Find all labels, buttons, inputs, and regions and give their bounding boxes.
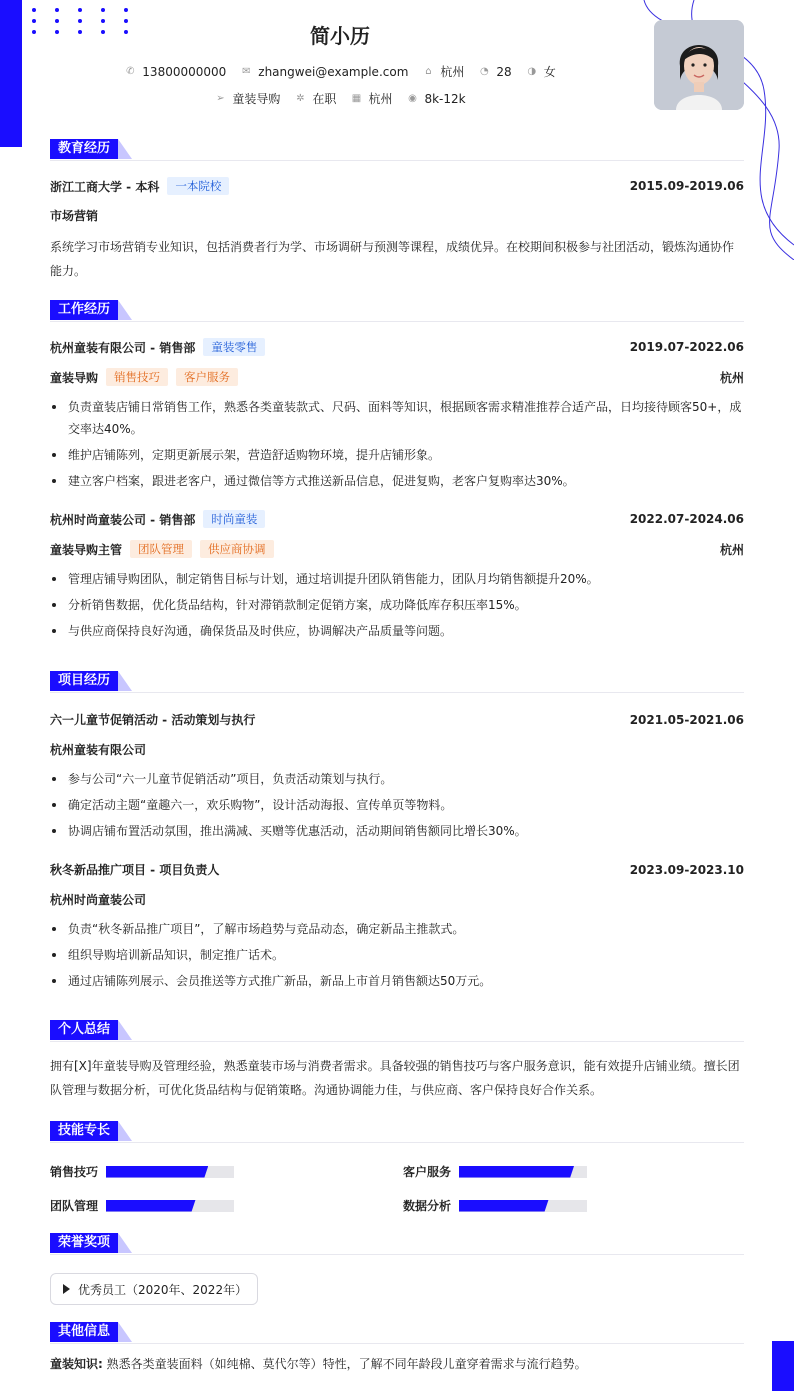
award-item[interactable] — [50, 1273, 258, 1305]
project-1-company-row — [50, 741, 744, 758]
section-title-awards: 荣誉奖项 — [50, 1233, 118, 1253]
job-1-city: 杭州 — [719, 370, 744, 385]
job-2-city: 杭州 — [719, 542, 744, 557]
list-item: 参与公司“六一儿童节促销活动”项目，负责活动策划与执行。 — [50, 768, 744, 790]
contact-item — [214, 90, 280, 107]
summary-section — [50, 1020, 744, 1097]
education-header-row — [50, 177, 744, 195]
job-2-period: 2022.07-2024.06 — [629, 512, 744, 526]
gender-icon: ◑ — [527, 66, 537, 77]
skill-bar — [459, 1200, 587, 1212]
skill-bar — [106, 1166, 234, 1178]
skill-bar-fill — [459, 1200, 549, 1212]
contact-item — [294, 90, 336, 107]
send-icon: ➢ — [216, 93, 225, 104]
project-2-period: 2023.09-2023.10 — [629, 862, 744, 877]
contact-row-1 — [0, 63, 680, 80]
job-2-skill-1: 团队管理 — [130, 540, 192, 558]
list-item: 确定活动主题“童趣六一，欢乐购物”，设计活动海报、宣传单页等物料。 — [50, 794, 744, 816]
status-icon: ✲ — [296, 93, 305, 104]
other-label: 童装知识: — [50, 1357, 103, 1371]
list-item: 维护店铺陈列，定期更新展示架，营造舒适购物环境，提升店铺形象。 — [50, 444, 744, 466]
resume-name: 简小历 — [310, 24, 370, 48]
building-icon: ▦ — [351, 93, 362, 104]
skill-name: 团队管理 — [50, 1199, 99, 1213]
caret-right-icon — [63, 1284, 70, 1294]
list-item: 负责“秋冬新品推广项目”，了解市场趋势与竞品动态，确定新品主推款式。 — [50, 918, 744, 940]
project-2-header — [50, 861, 744, 878]
award-text: 优秀员工（2020年、2022年） — [78, 1282, 248, 1297]
skill-item — [50, 1197, 234, 1214]
project-2-name: 秋冬新品推广项目 - 项目负责人 — [50, 863, 220, 877]
other-text: 熟悉各类童装面料（如纯棉、莫代尔等）特性，了解不同年龄段儿童穿着需求与流行趋势。 — [106, 1357, 587, 1371]
project-2-bullets — [50, 918, 744, 996]
job-1-role: 童装导购 — [50, 370, 99, 385]
contact-text: 13800000000 — [142, 64, 227, 79]
skill-bar-fill — [106, 1166, 208, 1178]
skills-section — [50, 1121, 744, 1213]
skill-bar — [106, 1200, 234, 1212]
contact-text: 8k-12k — [424, 91, 466, 106]
job-1-tag: 童装零售 — [203, 338, 265, 356]
contact-item — [422, 63, 464, 80]
skill-item — [50, 1163, 234, 1180]
job-2-role: 童装导购主管 — [50, 542, 123, 557]
list-item: 协调店铺布置活动氛围，推出满减、买赠等优惠活动，活动期间销售额同比增长30%。 — [50, 820, 744, 842]
section-title-summary: 个人总结 — [50, 1020, 118, 1040]
education-desc: 系统学习市场营销专业知识，包括消费者行为学、市场调研与预测等课程，成绩优异。在校期间积极参与社团活动，锻炼沟通协作能力。 — [50, 240, 735, 278]
summary-text: 拥有[X]年童装导购及管理经验，熟悉童装市场与消费者需求。具备较强的销售技巧与客户服务意识，能有效提升店铺业绩。擅长团队管理与数据分析，可优化货品结构与促销策略。沟通协调能力佳，与供应商、客户保持良好合作关系。 — [50, 1059, 740, 1097]
salary-icon: ◉ — [408, 93, 417, 104]
section-title-projects: 项目经历 — [50, 671, 118, 691]
project-2-company: 杭州时尚童装公司 — [50, 893, 147, 907]
school-tag: 一本院校 — [167, 177, 229, 195]
contact-text: 杭州 — [368, 92, 393, 106]
contact-item — [240, 63, 408, 80]
contact-item — [124, 63, 226, 80]
contact-item — [350, 90, 392, 107]
other-section — [50, 1322, 744, 1371]
project-1-company: 杭州童装有限公司 — [50, 743, 147, 757]
skill-bar-fill — [106, 1200, 196, 1212]
project-1-bullets — [50, 768, 744, 846]
section-title-skills: 技能专长 — [50, 1121, 118, 1141]
contact-item — [406, 90, 465, 107]
contact-text: zhangwei@example.com — [258, 64, 409, 79]
list-item: 负责童装店铺日常销售工作，熟悉各类童装款式、尺码、面料等知识，根据顾客需求精准推荐合适产品，日均接待顾客50+，成交率达40%。 — [50, 396, 744, 440]
contact-text: 杭州 — [440, 65, 465, 79]
home-icon: ⌂ — [425, 66, 432, 77]
skill-name: 销售技巧 — [50, 1165, 99, 1179]
phone-icon: ✆ — [126, 66, 135, 77]
list-item: 管理店铺导购团队，制定销售目标与计划，通过培训提升团队销售能力，团队月均销售额提升20%。 — [50, 568, 744, 590]
job-1-skill-2: 客户服务 — [176, 368, 238, 386]
project-2-company-row — [50, 891, 744, 908]
contact-item — [526, 63, 556, 80]
profile-photo — [654, 20, 744, 110]
other-info — [50, 1352, 744, 1376]
section-title-work: 工作经历 — [50, 300, 118, 320]
job-1-role-row — [50, 368, 744, 386]
mail-icon: ✉ — [242, 66, 251, 77]
work-section — [50, 300, 744, 638]
job-2-company: 杭州时尚童装公司 - 销售部 — [50, 512, 196, 527]
contact-row-2 — [0, 90, 680, 107]
contact-text: 童装导购 — [232, 92, 281, 106]
major: 市场营销 — [50, 209, 99, 223]
job-1-company: 杭州童装有限公司 - 销售部 — [50, 340, 196, 355]
list-item: 分析销售数据，优化货品结构，针对滞销款制定促销方案，成功降低库存积压率15%。 — [50, 594, 744, 616]
school-name: 浙江工商大学 - 本科 — [50, 179, 160, 194]
awards-section — [50, 1233, 744, 1297]
list-item: 通过店铺陈列展示、会员推送等方式推广新品，新品上市首月销售额达50万元。 — [50, 970, 744, 992]
job-1-bullets — [50, 396, 744, 496]
skill-name: 客户服务 — [403, 1165, 452, 1179]
contact-item — [478, 63, 511, 80]
skill-item — [403, 1163, 587, 1180]
contact-text: 在职 — [312, 92, 337, 106]
project-1-period: 2021.05-2021.06 — [629, 712, 744, 727]
list-item: 与供应商保持良好沟通，确保货品及时供应，协调解决产品质量等问题。 — [50, 620, 744, 642]
skill-bar — [459, 1166, 587, 1178]
project-1-name: 六一儿童节促销活动 - 活动策划与执行 — [50, 713, 256, 727]
job-1-skill-1: 销售技巧 — [106, 368, 168, 386]
age-icon: ◔ — [480, 66, 489, 77]
job-1-period: 2019.07-2022.06 — [629, 340, 744, 354]
skill-bar-fill — [459, 1166, 574, 1178]
right-accent-bar — [772, 1341, 794, 1391]
job-2-header — [50, 510, 744, 528]
contact-text: 28 — [496, 64, 512, 79]
job-2-tag: 时尚童装 — [203, 510, 265, 528]
contact-text: 女 — [543, 65, 556, 79]
job-2-role-row — [50, 540, 744, 558]
skill-item — [403, 1197, 587, 1214]
major-row — [50, 207, 744, 224]
job-2-skill-2: 供应商协调 — [200, 540, 274, 558]
list-item: 建立客户档案，跟进老客户，通过微信等方式推送新品信息，促进复购，老客户复购率达30%。 — [50, 470, 744, 492]
job-2-bullets — [50, 568, 744, 646]
education-section — [50, 139, 744, 278]
job-1-header — [50, 338, 744, 356]
section-title-other: 其他信息 — [50, 1322, 118, 1342]
projects-section — [50, 671, 744, 988]
section-title-education: 教育经历 — [50, 139, 118, 159]
list-item: 组织导购培训新品知识，制定推广话术。 — [50, 944, 744, 966]
education-period: 2015.09-2019.06 — [629, 179, 744, 193]
skill-name: 数据分析 — [403, 1199, 452, 1213]
project-1-header — [50, 711, 744, 728]
